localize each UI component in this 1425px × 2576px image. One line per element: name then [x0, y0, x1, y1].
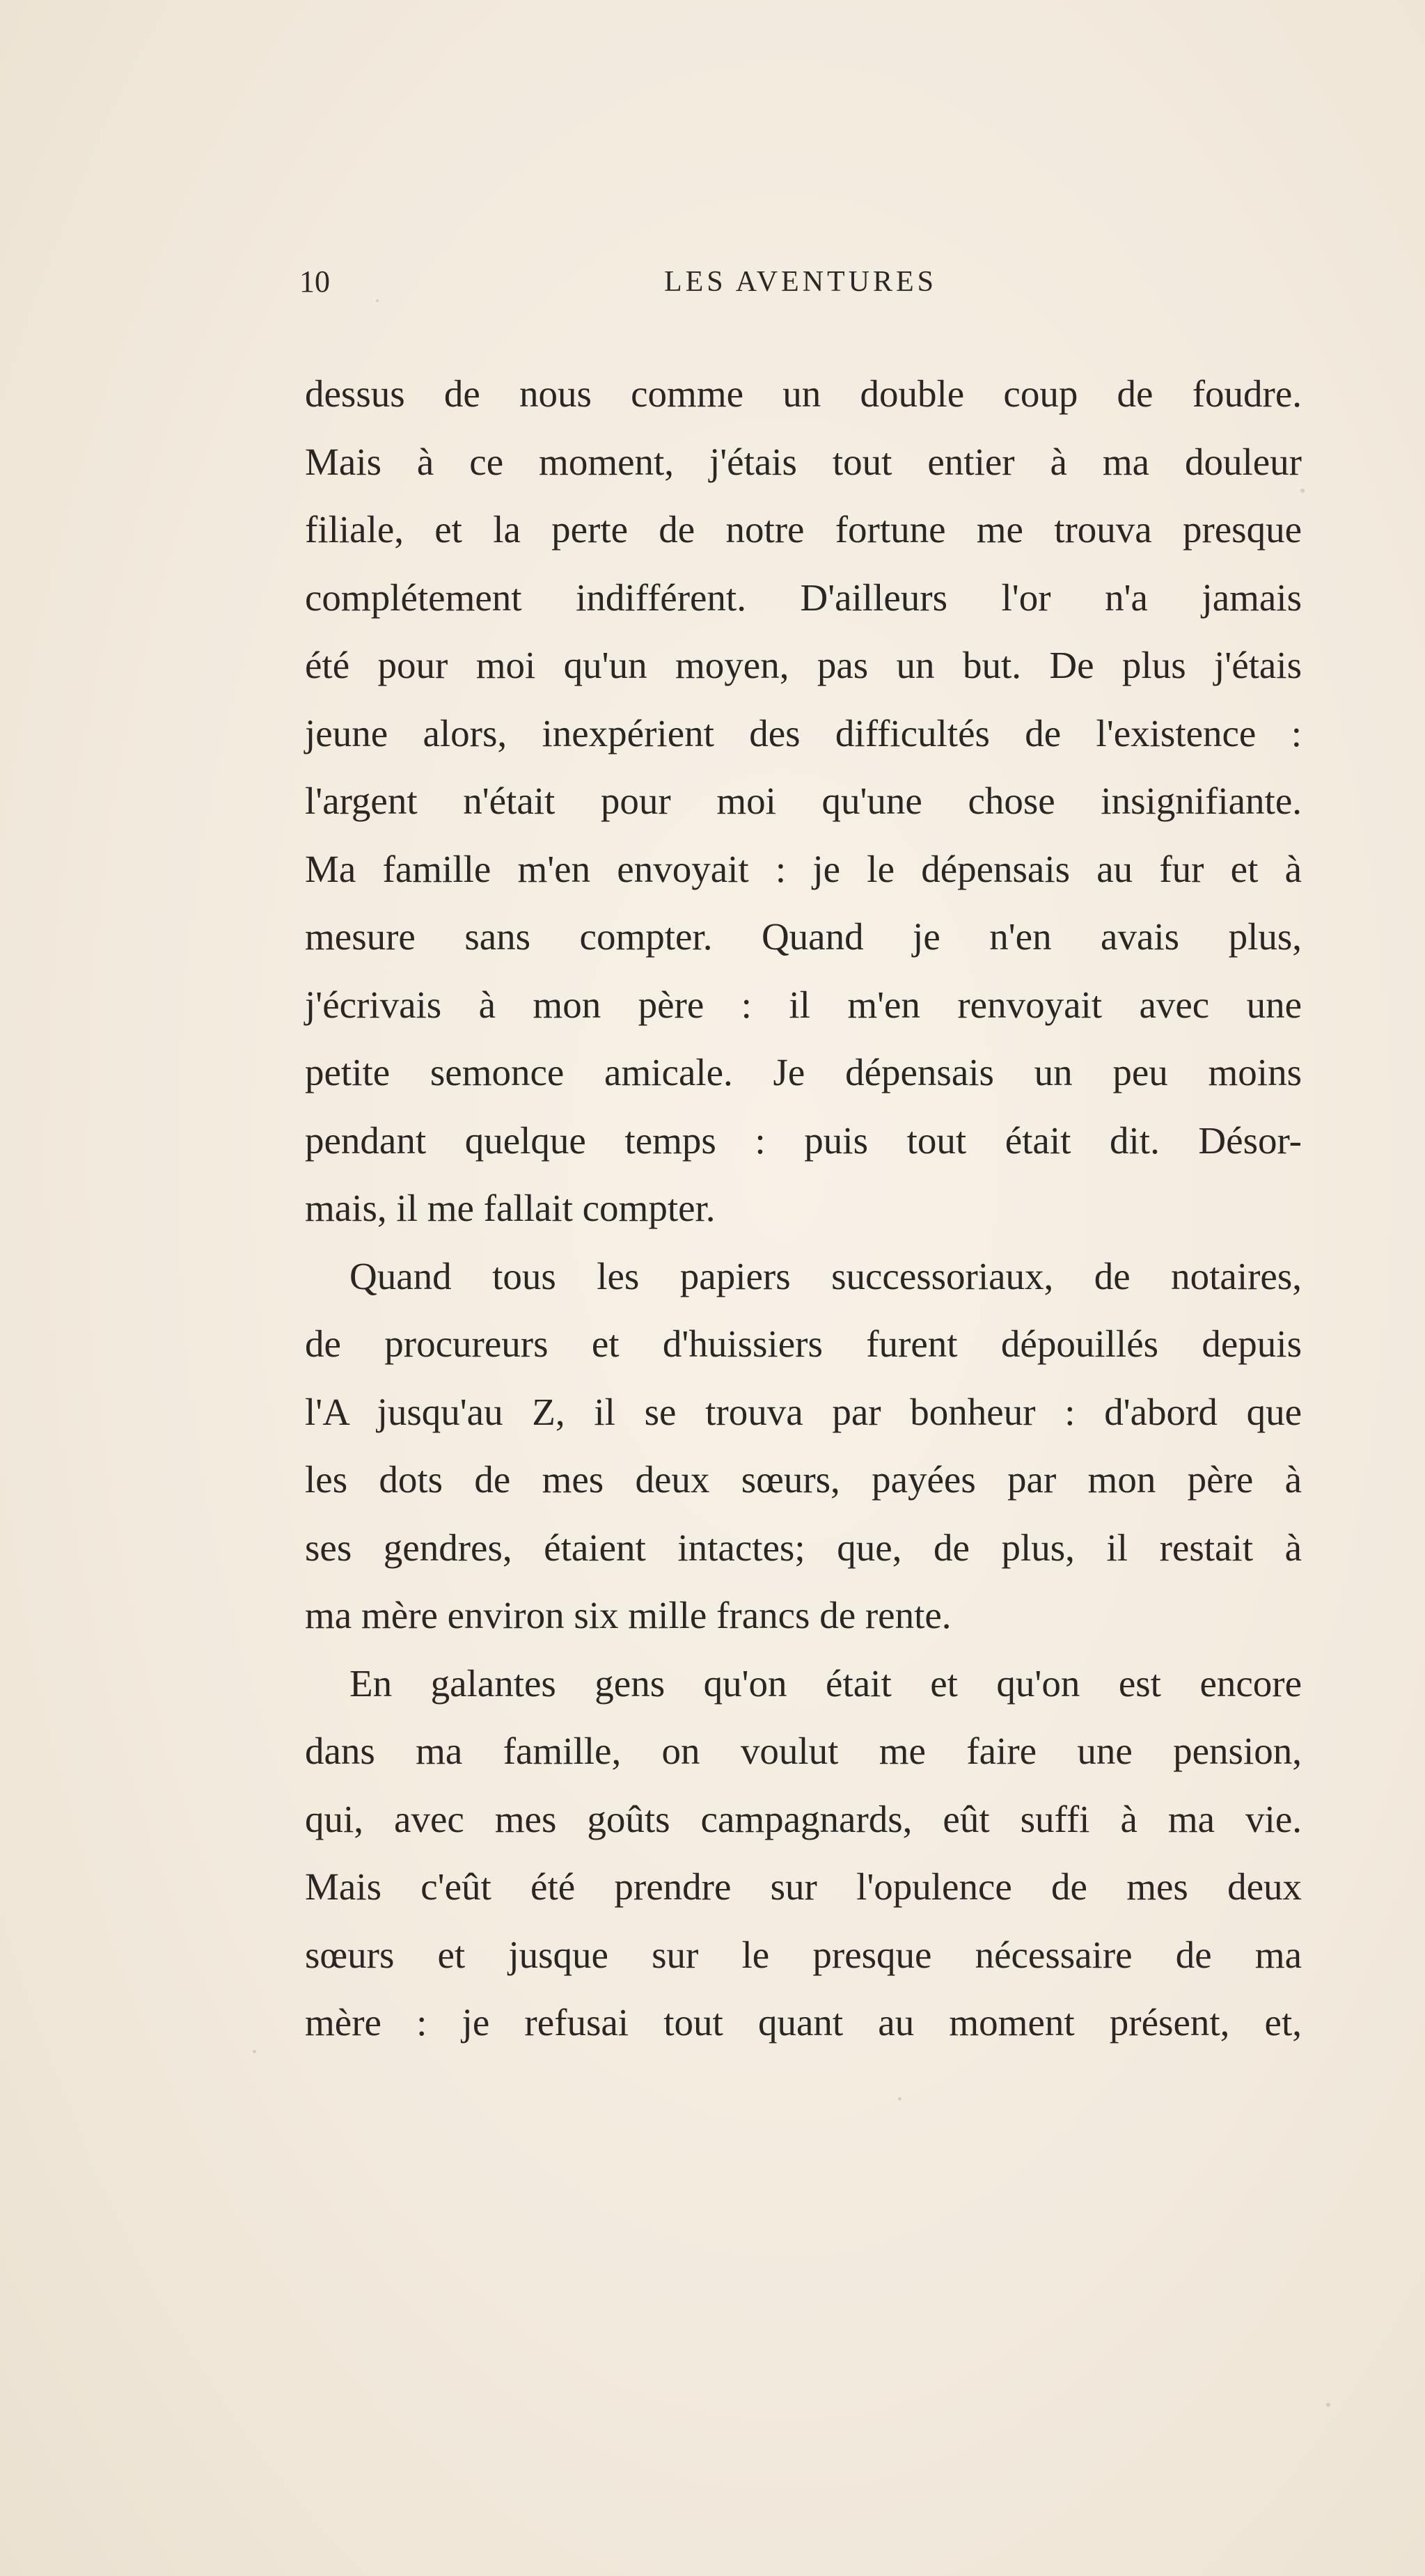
text-line: pendant quelque temps : puis tout était dit. Désor- — [305, 1119, 1302, 1162]
text-line: de procureurs et d'huissiers furent dépouillés depuis — [305, 1322, 1302, 1365]
text-line: petite semonce amicale. Je dépensais un peu moins — [305, 1051, 1302, 1093]
text-line: ma mère environ six mille francs de rente. — [305, 1594, 952, 1636]
text-line: ses gendres, étaient intactes; que, de plus, il restait à — [305, 1526, 1302, 1569]
text-line: mesure sans compter. Quand je n'en avais plus, — [305, 915, 1302, 958]
text-line: mère : je refusai tout quant au moment présent, et, — [305, 2001, 1302, 2044]
paper-speck — [376, 299, 379, 302]
running-title: LES AVENTURES — [663, 266, 938, 298]
text-line: dans ma famille, on voulut me faire une pension, — [305, 1730, 1302, 1772]
text-line: Mais c'eût été prendre sur l'opulence de mes deux — [305, 1865, 1302, 1908]
paper-speck — [1326, 2403, 1330, 2407]
text-line: complétement indifférent. D'ailleurs l'or n'a jamais — [305, 576, 1302, 619]
text-line: Mais à ce moment, j'étais tout entier à ma douleur — [305, 440, 1302, 483]
text-line: été pour moi qu'un moyen, pas un but. De plus j'étais — [305, 644, 1302, 686]
text-line: Ma famille m'en envoyait : je le dépensais au fur et à — [305, 847, 1302, 890]
paragraph-3 — [305, 1650, 1302, 2057]
paper-speck — [898, 2097, 902, 2101]
text-line: Quand tous les papiers successoriaux, de notaires, — [349, 1254, 1302, 1297]
text-line: jeune alors, inexpérient des difficultés de l'existence : — [305, 711, 1302, 754]
page-number: 10 — [299, 264, 330, 299]
text-line: sœurs et jusque sur le presque nécessaire de ma — [305, 1933, 1302, 1976]
text-line: l'A jusqu'au Z, il se trouva par bonheur : d'abord que — [305, 1390, 1302, 1433]
text-line: qui, avec mes goûts campagnards, eût suffi à ma vie. — [305, 1797, 1302, 1840]
text-line: les dots de mes deux sœurs, payées par mon père à — [305, 1458, 1302, 1501]
page-header — [299, 258, 1302, 306]
text-line: filiale, et la perte de notre fortune me trouva presque — [305, 508, 1302, 551]
text-line: En galantes gens qu'on était et qu'on est encore — [349, 1661, 1302, 1705]
text-line: mais, il me fallait compter. — [305, 1187, 716, 1229]
paper-speck — [253, 2050, 256, 2053]
text-line: l'argent n'était pour moi qu'une chose insignifiante. — [305, 780, 1302, 822]
paragraph-1 — [305, 360, 1302, 1242]
paragraph-2 — [305, 1242, 1302, 1650]
paper-speck — [1300, 489, 1305, 493]
text-line: j'écrivais à mon père : il m'en renvoyait avec une — [305, 983, 1302, 1026]
body-text — [305, 360, 1302, 2057]
text-line: dessus de nous comme un double coup de foudre. — [305, 372, 1302, 415]
